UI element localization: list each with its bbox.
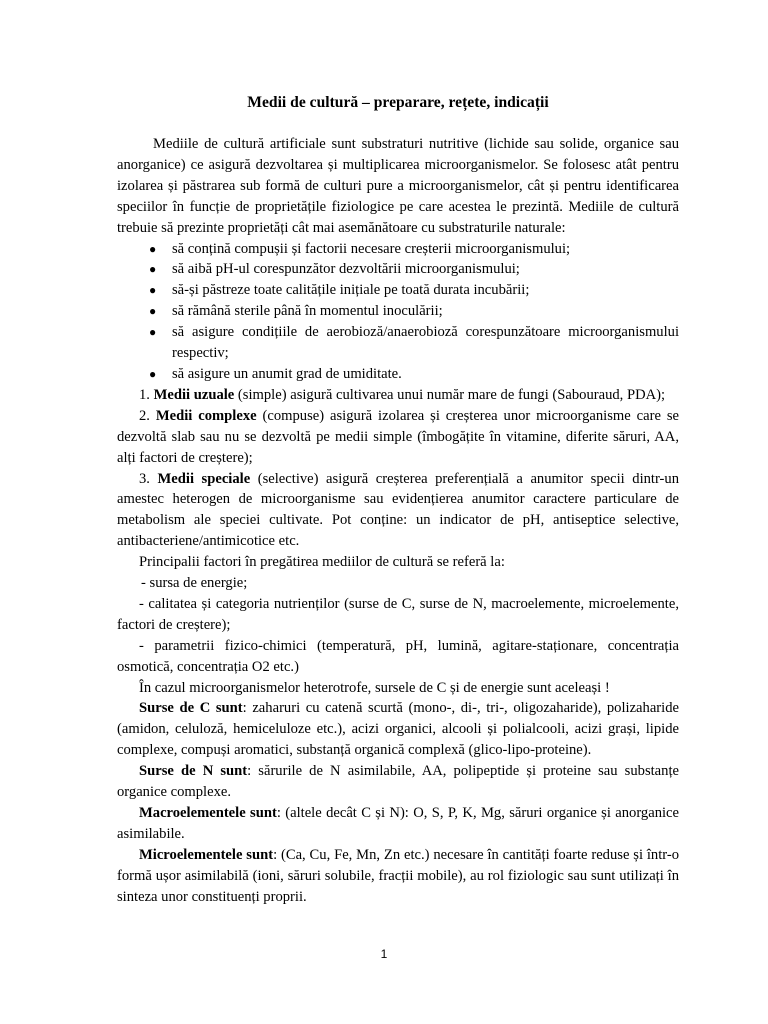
bullet-icon: ● xyxy=(149,366,157,381)
heterotrophs-note: În cazul microorganismelor heterotrofe, sursele de C și de energie sunt aceleași ! xyxy=(139,679,610,696)
factors-intro: Principalii factori în pregătirea mediilor de cultură se referă la: xyxy=(139,554,505,571)
bullet-icon: ● xyxy=(149,241,157,256)
definition-macroelements: Macroelementele sunt: (altele decât C și N): O, S, P, K, Mg, săruri organice și anorganice asimilabile. xyxy=(117,805,680,842)
media-type-complexe: 2. Medii complexe (compuse) asigură izolarea și creșterea unor microorganisme care se dezvoltă slab sau nu se dezvoltă pe medii simple (îmbogățite în vitamine, diferite săruri, AA, alți factori de creștere); xyxy=(117,407,680,466)
media-type-speciale: 3. Medii speciale (selective) asigură creșterea preferențială a anumitor specii dintr-un amestec heterogen de microorganisme sau evidențierea anumitor caractere particulare de metabolism ale speciei cultivate. Pot conține: un indicator de pH, antiseptice selective, antibacteriene/antimicotice etc. xyxy=(117,470,679,550)
bullet-icon: ● xyxy=(149,283,157,298)
page-number: 1 xyxy=(380,947,388,961)
list-item: ● să conțină compușii și factorii necesare creșterii microorganismului; xyxy=(117,239,679,260)
bullet-icon: ● xyxy=(149,304,157,319)
factor-item: - sursa de energie; xyxy=(141,575,248,592)
bullet-icon: ● xyxy=(149,325,157,340)
bullet-icon: ● xyxy=(149,262,157,277)
list-item: ● să aibă pH-ul corespunzător dezvoltării microorganismului; xyxy=(117,259,679,280)
list-item: ● să-și păstreze toate calitățile inițiale pe toată durata incubării; xyxy=(117,280,679,301)
properties-list xyxy=(117,239,679,385)
media-type-uzuale: 1. Medii uzuale (simple) asigură cultivarea unui număr mare de fungi (Sabouraud, PDA); xyxy=(139,386,666,403)
factor-item: - parametrii fizico-chimici (temperatură, pH, lumină, agitare-staționare, concentrația osmotică, concentrația O2 etc.) xyxy=(117,637,679,675)
document-title: Medii de cultură – preparare, rețete, indicații xyxy=(247,94,549,111)
intro-paragraph: Mediile de cultură artificiale sunt substraturi nutritive (lichide sau solide, organice sau anorganice) ce asigură dezvoltarea și multiplicarea microorganismelor. Se folosesc atât pentru izolarea și păstrarea sub formă de culturi pure a microorganismelor, cât și pentru identificarea speciilor în funcție de proprietățile fiziologice pe care acestea le prezintă. Mediile de cultură trebuie să prezinte proprietăți cât mai asemănătoare cu substraturile naturale: xyxy=(117,136,679,236)
document-body xyxy=(117,92,679,908)
definition-nitrogen: Surse de N sunt: sărurile de N asimilabile, AA, polipeptide și proteine sau substanțe organice complexe. xyxy=(117,763,679,801)
definition-microelements: Microelementele sunt: (Ca, Cu, Fe, Mn, Zn etc.) necesare în cantități foarte reduse și într-o formă ușor asimilabilă (ioni, săruri solubile, fracții mobile), au rol fiziologic sau sunt utilizați în sinteza unor constituenți proprii. xyxy=(117,846,679,905)
factor-item: - calitatea și categoria nutrienților (surse de C, surse de N, macroelemente, microelemente, factori de creștere); xyxy=(117,595,679,633)
list-item: ● să asigure un anumit grad de umiditate. xyxy=(117,364,679,385)
list-item: ● să asigure condițiile de aerobioză/anaerobioză corespunzătoare microorganismului respectiv; xyxy=(149,324,679,362)
list-item: ● să rămână sterile până în momentul inoculării; xyxy=(117,301,679,322)
definition-carbon: Surse de C sunt: zaharuri cu catenă scurtă (mono-, di-, tri-, oligozaharide), polizaharide (amidon, celuloză, hemiceluloze etc.), acizi organici, alcooli și polialcooli, acizi grași, lipide complexe, compuși aromatici, substanță organică complexă (glico-lipo-proteine). xyxy=(117,700,679,759)
